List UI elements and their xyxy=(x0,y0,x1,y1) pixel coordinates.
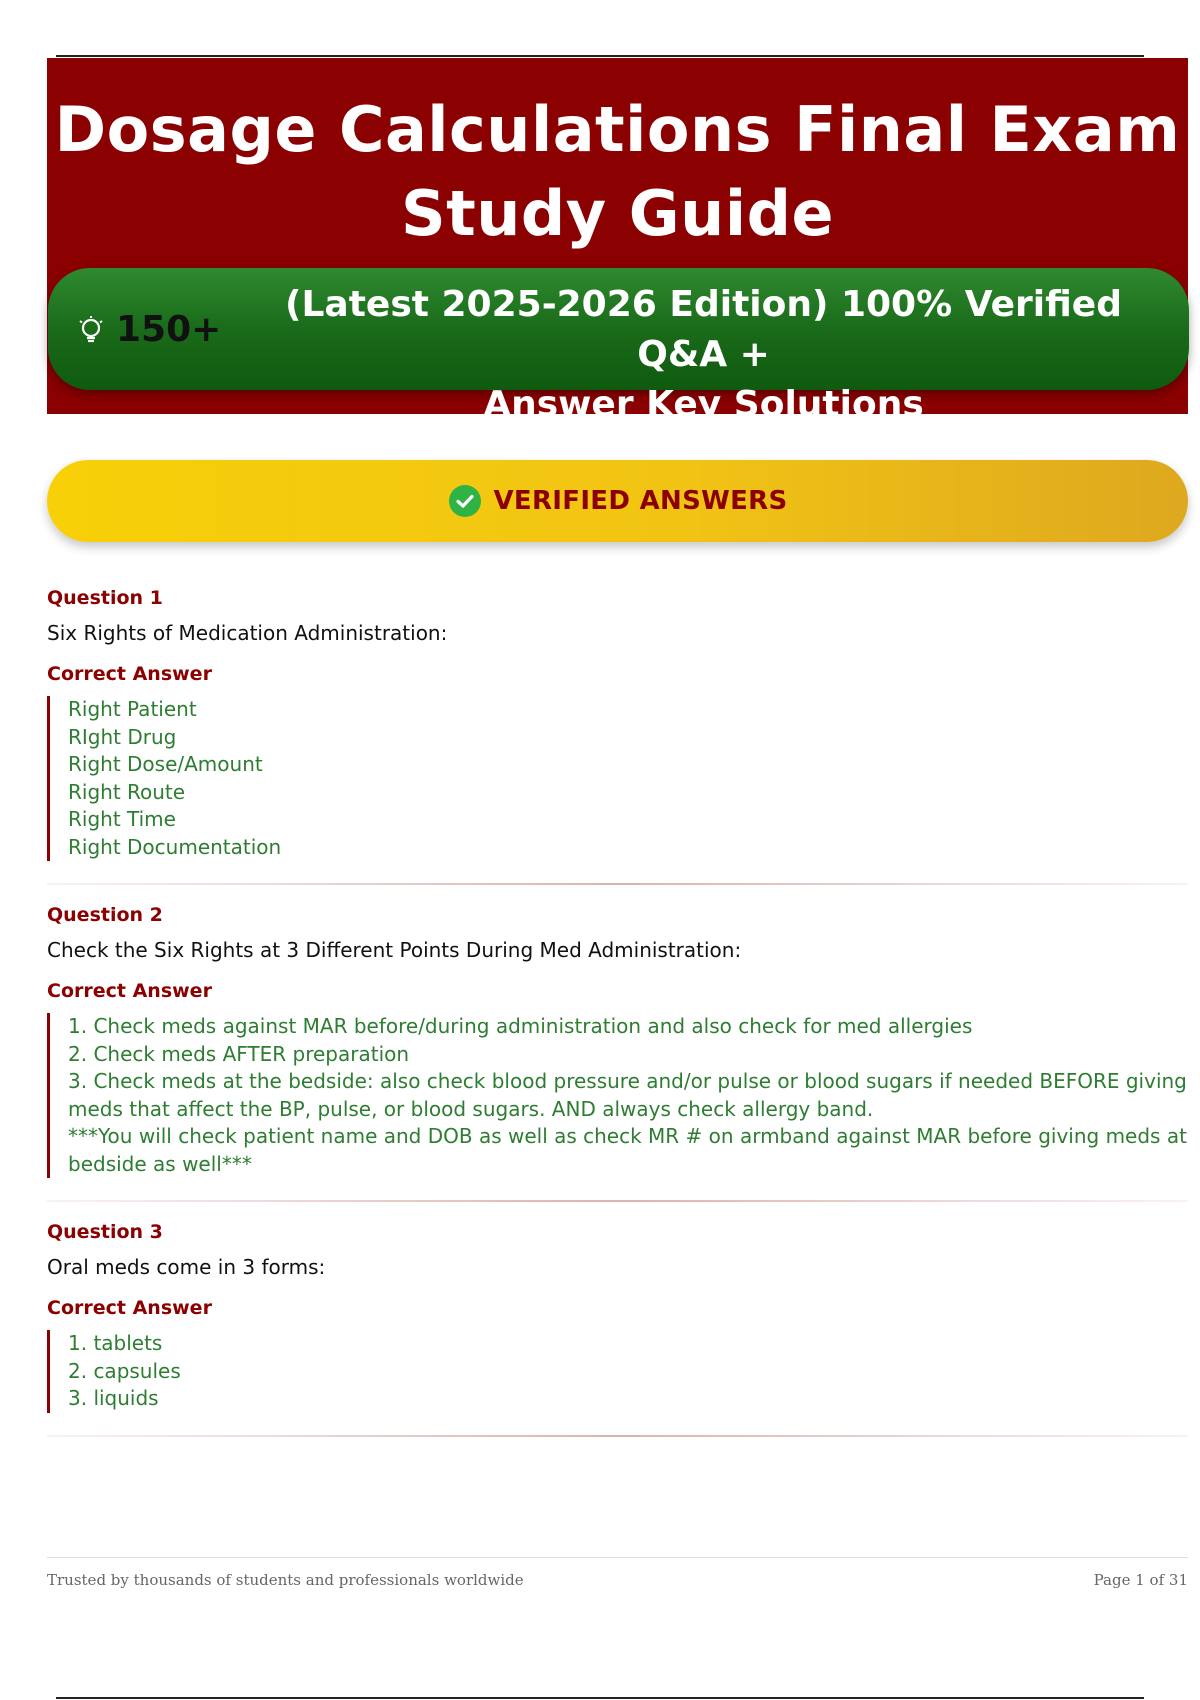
edition-text xyxy=(238,280,1169,430)
page-number: Page 1 of 31 xyxy=(1093,1571,1188,1589)
question-label: Question 3 xyxy=(47,1221,163,1243)
answer-line: 3. Check meds at the bedside: also check blood pressure and/or pulse or blood sugars if needed BEFORE giving meds that affect the BP, pulse, or blood sugars. AND always check allergy band. xyxy=(68,1069,1187,1121)
correct-answer-label: Correct Answer xyxy=(47,1297,212,1319)
divider xyxy=(47,1200,1188,1202)
answer-line: 2. Check meds AFTER preparation xyxy=(68,1041,410,1066)
question-block-3 xyxy=(47,1220,1188,1437)
question-text: Six Rights of Medication Administration: xyxy=(47,621,448,645)
divider xyxy=(47,883,1188,885)
answer-line: Right Time xyxy=(68,807,176,831)
answer-line: ***You will check patient name and DOB as well as check MR # on armband against MAR before giving meds at bedside as well*** xyxy=(68,1124,1187,1176)
question-block-2 xyxy=(47,903,1188,1202)
edition-badge xyxy=(48,268,1189,425)
verified-label: VERIFIED ANSWERS xyxy=(493,486,788,516)
count-group xyxy=(76,310,221,350)
answer-line: Right Dose/Amount xyxy=(68,752,263,776)
answer-box xyxy=(47,1013,1188,1178)
answer-line: RIght Drug xyxy=(68,724,177,749)
answer-line: 1. Check meds against MAR before/during administration and also check for med allergies xyxy=(68,1014,973,1038)
edition-line-2: Answer Key Solutions xyxy=(483,384,924,425)
footer-tagline: Trusted by thousands of students and professionals worldwide xyxy=(47,1571,524,1589)
correct-answer-label: Correct Answer xyxy=(47,980,212,1002)
lightbulb-icon xyxy=(76,315,106,345)
question-text: Oral meds come in 3 forms: xyxy=(47,1255,326,1279)
answer-line: Right Route xyxy=(68,779,186,804)
answer-line: 3. liquids xyxy=(68,1386,159,1410)
verified-banner xyxy=(47,460,1188,542)
answer-line: Right Documentation xyxy=(68,834,282,859)
question-count: 150+ xyxy=(116,309,222,350)
question-label: Question 2 xyxy=(47,904,163,926)
title-line-1: Dosage Calculations Final Exam xyxy=(54,93,1181,166)
top-rule xyxy=(56,55,1144,57)
answer-box xyxy=(47,696,1188,861)
page-title xyxy=(47,88,1188,256)
footer-rule xyxy=(47,1557,1188,1558)
divider xyxy=(47,1435,1188,1437)
question-label: Question 1 xyxy=(47,587,163,609)
correct-answer-label: Correct Answer xyxy=(47,663,212,685)
answer-line: 1. tablets xyxy=(68,1331,163,1355)
question-block-1 xyxy=(47,586,1188,885)
title-line-2: Study Guide xyxy=(400,177,835,250)
bottom-rule xyxy=(56,1697,1144,1699)
header-banner xyxy=(47,58,1188,425)
question-text: Check the Six Rights at 3 Different Points During Med Administration: xyxy=(47,938,742,962)
answer-line: Right Patient xyxy=(68,697,197,721)
answer-box xyxy=(47,1330,1188,1413)
answer-line: 2. capsules xyxy=(68,1358,181,1383)
edition-line-1: (Latest 2025-2026 Edition) 100% Verified Q&A + xyxy=(285,284,1122,375)
check-circle-icon xyxy=(448,484,482,518)
